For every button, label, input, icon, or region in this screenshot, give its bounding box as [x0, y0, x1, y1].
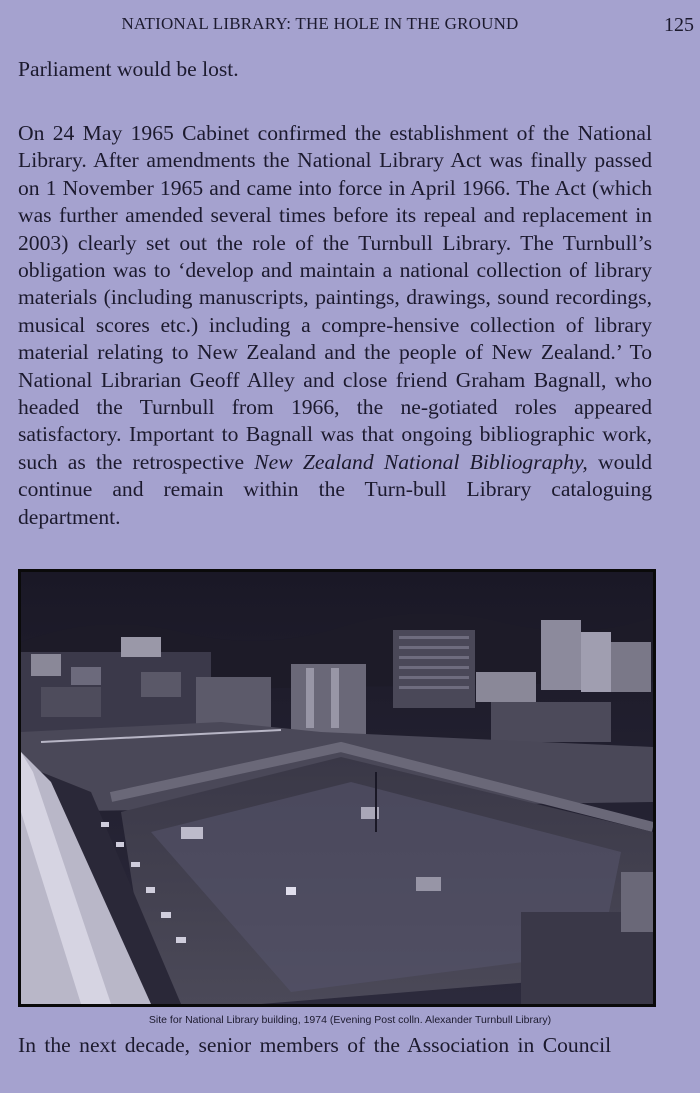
figure-photo — [18, 569, 656, 1007]
paragraph-3: In the next decade, senior members of the Association in Council — [18, 1033, 612, 1057]
construction-site-photo — [21, 572, 653, 1004]
paragraph-2-text-end: would continue and remain within the Turn-bull Library cataloguing department. — [18, 449, 652, 529]
running-title: NATIONAL LIBRARY: THE HOLE IN THE GROUND — [121, 14, 519, 33]
paragraph-2 — [18, 120, 652, 531]
page-number: 125 — [664, 14, 694, 36]
paragraph-2-text: On 24 May 1965 Cabinet confirmed the establishment of the National Library. After amendments the National Library Act was finally passed on 1 November 1965 and came into force in April 1966. The Act (which was further amended several times before its repeal and replacement in 2003) clearly set out the role of the Turnbull Library. The Turnbull’s obligation was to ‘develop and maintain a national collection of library materials (including manuscripts, paintings, drawings, sound recordings, musical scores etc.) including a compre-hensive collection of library material relating to New Zealand and the people of New Zealand.’ To National Librarian Geoff Alley and close friend Graham Bagnall, who headed the Turnbull from 1966, the ne-gotiated roles appeared satisfactory. Important to Bagnall was that ongoing bibliographic work, such as the retrospective — [18, 121, 652, 474]
running-head — [0, 14, 700, 36]
figure-caption: Site for National Library building, 1974 (Evening Post colln. Alexander Turnbull Library) — [148, 1014, 552, 1026]
paragraph-1: Parliament would be lost. — [18, 57, 239, 81]
paragraph-2-italic-title: New Zealand National Bibliography, — [254, 449, 588, 474]
